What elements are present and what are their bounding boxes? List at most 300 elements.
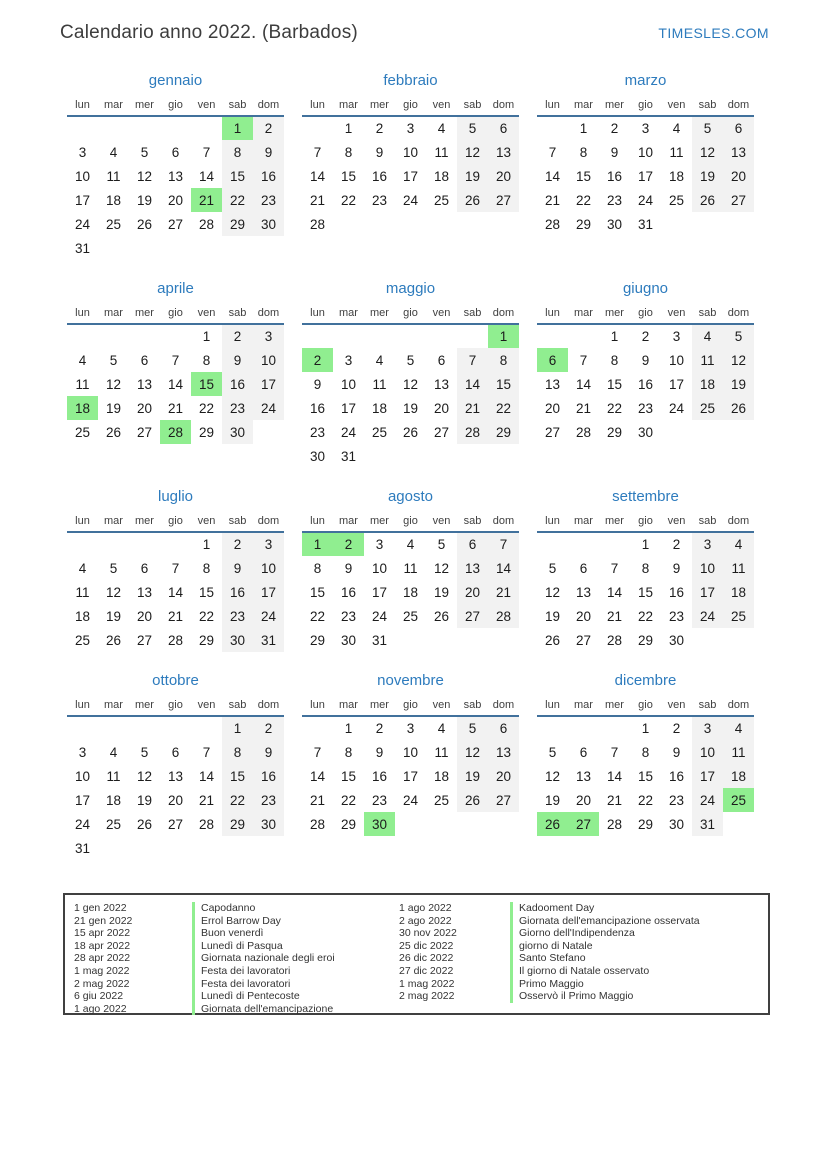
- month-title: gennaio: [148, 72, 203, 89]
- day-cell-empty: [457, 628, 488, 652]
- day-cell: 23: [637, 400, 654, 416]
- day-cell: 4: [109, 744, 118, 760]
- day-cell: 18: [692, 372, 723, 396]
- day-cell: 14: [167, 584, 184, 600]
- day-cell: 1: [202, 537, 211, 552]
- day-cell: 10: [692, 556, 723, 580]
- month-marzo: [537, 72, 754, 236]
- day-cell: 4: [672, 121, 681, 136]
- day-cell: 5: [723, 324, 754, 348]
- day-cell-empty: [129, 116, 160, 140]
- day-cell-empty: [537, 116, 568, 140]
- day-cell: 23: [222, 396, 253, 420]
- day-cell: 5: [140, 144, 149, 160]
- day-cell: 17: [402, 768, 419, 784]
- day-cell: 13: [488, 140, 519, 164]
- day-cell: 14: [198, 168, 215, 184]
- month-title: agosto: [387, 488, 434, 505]
- day-cell: 4: [78, 352, 87, 368]
- day-header-mar: mar: [98, 696, 129, 716]
- day-cell: 23: [253, 788, 284, 812]
- day-cell-empty: [302, 324, 333, 348]
- day-cell: 6: [579, 560, 588, 576]
- day-cell: 31: [371, 632, 388, 648]
- day-cell: 6: [437, 352, 446, 368]
- legend-date: 1 mag 2022: [74, 964, 130, 977]
- month-title: giugno: [622, 280, 669, 297]
- legend-holiday-name: Osservò il Primo Maggio: [510, 990, 768, 1003]
- day-cell: 3: [78, 744, 87, 760]
- day-cell: 18: [74, 608, 91, 624]
- day-cell-empty: [160, 836, 191, 860]
- day-cell-empty: [98, 116, 129, 140]
- day-cell: 16: [668, 768, 685, 784]
- day-cell: 22: [575, 192, 592, 208]
- day-cell: 9: [610, 144, 619, 160]
- legend-holiday-name: Primo Maggio: [510, 978, 768, 991]
- day-cell: 5: [457, 716, 488, 740]
- month-table: [537, 304, 754, 444]
- day-header-gio: gio: [160, 96, 191, 116]
- day-cell: 7: [579, 352, 588, 368]
- day-cell-empty: [692, 420, 723, 444]
- day-cell: 18: [723, 580, 754, 604]
- day-cell: 4: [375, 352, 384, 368]
- day-cell: 24: [74, 216, 91, 232]
- day-cell: 13: [488, 740, 519, 764]
- day-cell: 20: [433, 400, 450, 416]
- day-cell-empty: [537, 716, 568, 740]
- day-header-lun: lun: [67, 696, 98, 716]
- day-cell: 8: [344, 744, 353, 760]
- day-cell: 18: [723, 764, 754, 788]
- day-cell: 28: [606, 816, 623, 832]
- day-cell: 13: [723, 140, 754, 164]
- day-cell: 21: [457, 396, 488, 420]
- day-cell-empty: [98, 324, 129, 348]
- day-cell: 14: [575, 376, 592, 392]
- day-cell-empty: [661, 212, 692, 236]
- day-cell: 5: [140, 744, 149, 760]
- day-cell: 16: [340, 584, 357, 600]
- day-cell: 23: [371, 792, 388, 808]
- day-cell: 22: [222, 788, 253, 812]
- day-header-mar: mar: [333, 696, 364, 716]
- legend-holiday-name: Giornata dell'emancipazione: [192, 1003, 399, 1016]
- legend-holiday-name: Giornata dell'emancipazione osservata: [510, 915, 768, 928]
- day-cell: 5: [548, 744, 557, 760]
- day-header-sab: sab: [222, 304, 253, 324]
- day-cell: 30: [668, 816, 685, 832]
- legend-holiday-name: Santo Stefano: [510, 952, 768, 965]
- day-cell: 17: [402, 168, 419, 184]
- day-cell: 16: [309, 400, 326, 416]
- day-header-mar: mar: [333, 96, 364, 116]
- day-cell: 12: [433, 560, 450, 576]
- day-header-mer: mer: [599, 304, 630, 324]
- day-header-mer: mer: [599, 696, 630, 716]
- day-cell: 10: [253, 556, 284, 580]
- day-cell: 15: [309, 584, 326, 600]
- month-agosto: [302, 488, 519, 652]
- day-cell-empty: [457, 444, 488, 468]
- day-cell: 24: [692, 788, 723, 812]
- day-cell: 30: [253, 212, 284, 236]
- day-cell: 28: [167, 632, 184, 648]
- day-cell: 24: [668, 400, 685, 416]
- day-header-mar: mar: [98, 96, 129, 116]
- day-header-mar: mar: [333, 304, 364, 324]
- day-header-mar: mar: [568, 696, 599, 716]
- day-cell: 17: [253, 372, 284, 396]
- day-cell: 5: [548, 560, 557, 576]
- day-cell: 22: [198, 608, 215, 624]
- day-cell: 6: [171, 744, 180, 760]
- day-cell: 12: [105, 376, 122, 392]
- day-cell: 5: [109, 560, 118, 576]
- day-cell: 13: [575, 768, 592, 784]
- day-cell-empty: [599, 716, 630, 740]
- site-link[interactable]: TIMESLES.COM: [658, 25, 769, 41]
- day-header-gio: gio: [395, 512, 426, 532]
- day-cell: 22: [340, 792, 357, 808]
- day-cell-empty: [98, 716, 129, 740]
- day-cell-empty: [253, 236, 284, 260]
- day-cell: 21: [191, 188, 222, 212]
- day-cell: 5: [692, 116, 723, 140]
- day-header-lun: lun: [537, 512, 568, 532]
- day-cell: 17: [692, 764, 723, 788]
- day-cell-empty: [67, 324, 98, 348]
- day-cell: 16: [222, 580, 253, 604]
- legend-holiday-name: Festa dei lavoratori: [192, 965, 399, 978]
- day-cell-empty: [457, 324, 488, 348]
- day-cell: 21: [575, 400, 592, 416]
- day-header-dom: dom: [723, 696, 754, 716]
- day-header-mer: mer: [364, 512, 395, 532]
- legend-holiday-name: Il giorno di Natale osservato: [510, 965, 768, 978]
- day-cell: 23: [668, 792, 685, 808]
- day-cell: 7: [488, 532, 519, 556]
- day-cell-empty: [222, 836, 253, 860]
- day-cell: 3: [375, 537, 384, 552]
- day-header-gio: gio: [630, 96, 661, 116]
- day-cell: 11: [75, 584, 90, 600]
- day-header-mer: mer: [129, 96, 160, 116]
- day-cell: 14: [606, 768, 623, 784]
- day-header-lun: lun: [67, 96, 98, 116]
- day-header-sab: sab: [692, 304, 723, 324]
- legend-date: 25 dic 2022: [399, 939, 454, 952]
- day-cell: 17: [253, 580, 284, 604]
- day-cell: 13: [457, 556, 488, 580]
- day-cell: 10: [74, 168, 91, 184]
- day-cell: 10: [402, 144, 419, 160]
- day-cell: 15: [340, 168, 357, 184]
- month-table: [67, 304, 284, 444]
- day-cell: 27: [488, 788, 519, 812]
- day-cell: 6: [140, 352, 149, 368]
- day-header-lun: lun: [302, 512, 333, 532]
- day-header-lun: lun: [537, 304, 568, 324]
- day-cell: 27: [167, 816, 184, 832]
- day-cell: 13: [136, 584, 153, 600]
- day-cell: 13: [167, 768, 184, 784]
- day-cell: 1: [641, 537, 650, 552]
- day-cell: 28: [309, 216, 326, 232]
- month-title: luglio: [157, 488, 194, 505]
- day-cell: 24: [692, 604, 723, 628]
- day-cell-empty: [692, 628, 723, 652]
- legend-holiday-name: Lunedì di Pasqua: [192, 940, 399, 953]
- day-cell: 28: [488, 604, 519, 628]
- day-cell: 20: [723, 164, 754, 188]
- day-cell-empty: [160, 532, 191, 556]
- day-cell: 16: [371, 768, 388, 784]
- day-cell: 7: [202, 144, 211, 160]
- day-cell: 9: [222, 348, 253, 372]
- day-cell-empty: [129, 532, 160, 556]
- day-cell: 27: [544, 424, 561, 440]
- legend-col-left: [74, 902, 399, 1015]
- day-cell: 23: [340, 608, 357, 624]
- legend-date: 21 gen 2022: [74, 914, 133, 927]
- day-cell: 29: [222, 812, 253, 836]
- legend-holiday-name: Capodanno: [192, 902, 399, 915]
- day-cell: 18: [67, 396, 98, 420]
- day-cell: 19: [692, 164, 723, 188]
- day-cell: 19: [544, 608, 561, 624]
- day-cell: 14: [544, 168, 561, 184]
- day-cell-empty: [333, 212, 364, 236]
- day-cell: 3: [692, 532, 723, 556]
- day-cell-empty: [191, 836, 222, 860]
- day-cell: 5: [457, 116, 488, 140]
- day-cell: 31: [637, 216, 654, 232]
- day-header-mar: mar: [568, 304, 599, 324]
- day-header-mar: mar: [568, 96, 599, 116]
- day-cell-empty: [191, 716, 222, 740]
- month-table: [537, 512, 754, 652]
- day-cell: 21: [606, 608, 623, 624]
- day-cell: 14: [606, 584, 623, 600]
- day-cell: 11: [75, 376, 90, 392]
- day-cell: 25: [402, 608, 419, 624]
- day-cell: 20: [488, 164, 519, 188]
- day-header-mer: mer: [364, 696, 395, 716]
- day-header-dom: dom: [723, 512, 754, 532]
- day-cell: 21: [167, 400, 184, 416]
- month-title: novembre: [377, 672, 444, 689]
- day-cell-empty: [488, 444, 519, 468]
- day-cell: 8: [488, 348, 519, 372]
- day-cell: 12: [105, 584, 122, 600]
- day-cell: 8: [202, 560, 211, 576]
- day-cell: 12: [457, 140, 488, 164]
- day-header-ven: ven: [191, 304, 222, 324]
- day-cell: 25: [371, 424, 388, 440]
- day-cell: 8: [610, 352, 619, 368]
- day-cell: 24: [253, 396, 284, 420]
- day-cell: 30: [340, 632, 357, 648]
- day-cell: 24: [402, 792, 419, 808]
- month-table: [537, 696, 754, 836]
- day-cell-empty: [426, 628, 457, 652]
- month-title: ottobre: [152, 672, 199, 689]
- day-cell-empty: [129, 324, 160, 348]
- day-cell: 12: [692, 140, 723, 164]
- day-cell: 11: [403, 560, 418, 576]
- day-cell-empty: [395, 444, 426, 468]
- day-cell: 11: [723, 556, 754, 580]
- day-cell: 6: [140, 560, 149, 576]
- day-cell-empty: [191, 236, 222, 260]
- day-cell-empty: [302, 116, 333, 140]
- day-cell-empty: [488, 628, 519, 652]
- day-cell: 27: [167, 216, 184, 232]
- legend-date: 30 nov 2022: [399, 927, 457, 940]
- day-cell-empty: [160, 716, 191, 740]
- day-cell: 28: [198, 216, 215, 232]
- day-header-mar: mar: [568, 512, 599, 532]
- day-cell: 22: [606, 400, 623, 416]
- day-cell: 24: [340, 424, 357, 440]
- day-cell: 5: [406, 352, 415, 368]
- day-cell: 2: [672, 721, 681, 736]
- day-cell: 7: [171, 560, 180, 576]
- day-cell: 13: [433, 376, 450, 392]
- day-cell: 11: [106, 768, 121, 784]
- day-cell: 19: [402, 400, 419, 416]
- legend-date: 28 apr 2022: [74, 952, 131, 965]
- day-cell-empty: [692, 212, 723, 236]
- day-cell: 1: [222, 116, 253, 140]
- day-cell: 19: [433, 584, 450, 600]
- day-cell: 26: [723, 396, 754, 420]
- day-header-dom: dom: [253, 512, 284, 532]
- legend-holiday-name: Kadooment Day: [510, 902, 768, 915]
- day-cell: 24: [637, 192, 654, 208]
- day-cell: 26: [105, 424, 122, 440]
- day-cell: 10: [637, 144, 654, 160]
- day-header-lun: lun: [302, 696, 333, 716]
- month-gennaio: [67, 72, 284, 260]
- day-cell: 28: [309, 816, 326, 832]
- month-ottobre: [67, 672, 284, 860]
- day-header-gio: gio: [395, 304, 426, 324]
- day-header-ven: ven: [191, 696, 222, 716]
- day-cell: 25: [74, 632, 91, 648]
- day-cell: 27: [575, 632, 592, 648]
- day-cell-empty: [488, 812, 519, 836]
- day-cell: 16: [637, 376, 654, 392]
- day-cell: 29: [198, 424, 215, 440]
- day-cell-empty: [160, 236, 191, 260]
- day-cell: 12: [723, 348, 754, 372]
- legend-date: 1 ago 2022: [399, 902, 452, 914]
- day-header-sab: sab: [222, 96, 253, 116]
- day-cell: 5: [437, 537, 446, 552]
- day-cell: 30: [309, 448, 326, 464]
- day-cell: 15: [637, 768, 654, 784]
- day-cell-empty: [395, 812, 426, 836]
- day-header-mer: mer: [364, 96, 395, 116]
- day-header-mer: mer: [129, 696, 160, 716]
- day-cell: 1: [344, 721, 353, 736]
- day-cell-empty: [599, 532, 630, 556]
- day-cell: 9: [672, 560, 681, 576]
- day-cell: 3: [344, 352, 353, 368]
- day-cell: 29: [637, 632, 654, 648]
- day-header-gio: gio: [395, 96, 426, 116]
- month-table: [302, 512, 519, 652]
- day-cell: 4: [78, 560, 87, 576]
- day-cell: 31: [74, 840, 91, 856]
- day-cell: 16: [606, 168, 623, 184]
- day-cell: 30: [637, 424, 654, 440]
- day-cell: 1: [302, 532, 333, 556]
- month-title: febbraio: [383, 72, 438, 89]
- day-cell: 4: [109, 144, 118, 160]
- day-cell: 30: [606, 216, 623, 232]
- day-cell: 1: [610, 329, 619, 344]
- day-cell: 3: [78, 144, 87, 160]
- day-cell: 18: [402, 584, 419, 600]
- day-cell: 26: [537, 812, 568, 836]
- day-cell: 26: [136, 816, 153, 832]
- day-header-ven: ven: [661, 696, 692, 716]
- day-cell: 16: [222, 372, 253, 396]
- day-cell: 16: [371, 168, 388, 184]
- day-cell: 2: [253, 716, 284, 740]
- legend-date: 1 ago 2022: [74, 1002, 127, 1015]
- day-cell: 30: [222, 420, 253, 444]
- day-cell: 7: [313, 144, 322, 160]
- day-cell: 7: [548, 144, 557, 160]
- day-cell: 20: [136, 608, 153, 624]
- month-title: dicembre: [614, 672, 677, 689]
- day-cell: 17: [371, 584, 388, 600]
- day-cell: 29: [198, 632, 215, 648]
- day-cell-empty: [364, 444, 395, 468]
- day-cell: 22: [340, 192, 357, 208]
- day-cell-empty: [426, 444, 457, 468]
- legend-holiday-name: Lunedì di Pentecoste: [192, 990, 399, 1003]
- day-cell: 15: [606, 376, 623, 392]
- legend-col-right: [399, 902, 768, 1015]
- day-cell-empty: [302, 716, 333, 740]
- day-cell: 27: [723, 188, 754, 212]
- month-title: marzo: [624, 72, 667, 89]
- day-cell: 15: [222, 164, 253, 188]
- day-cell: 23: [606, 192, 623, 208]
- day-cell: 21: [167, 608, 184, 624]
- day-header-dom: dom: [488, 696, 519, 716]
- day-cell: 18: [105, 192, 122, 208]
- day-header-sab: sab: [222, 696, 253, 716]
- day-header-lun: lun: [537, 96, 568, 116]
- legend-date: 2 mag 2022: [399, 990, 455, 1003]
- day-cell: 17: [340, 400, 357, 416]
- day-cell-empty: [129, 836, 160, 860]
- day-cell: 27: [457, 604, 488, 628]
- day-cell: 13: [136, 376, 153, 392]
- day-cell: 26: [692, 188, 723, 212]
- day-cell: 9: [672, 744, 681, 760]
- legend-date: 27 dic 2022: [399, 964, 454, 977]
- day-cell-empty: [395, 212, 426, 236]
- day-cell: 9: [641, 352, 650, 368]
